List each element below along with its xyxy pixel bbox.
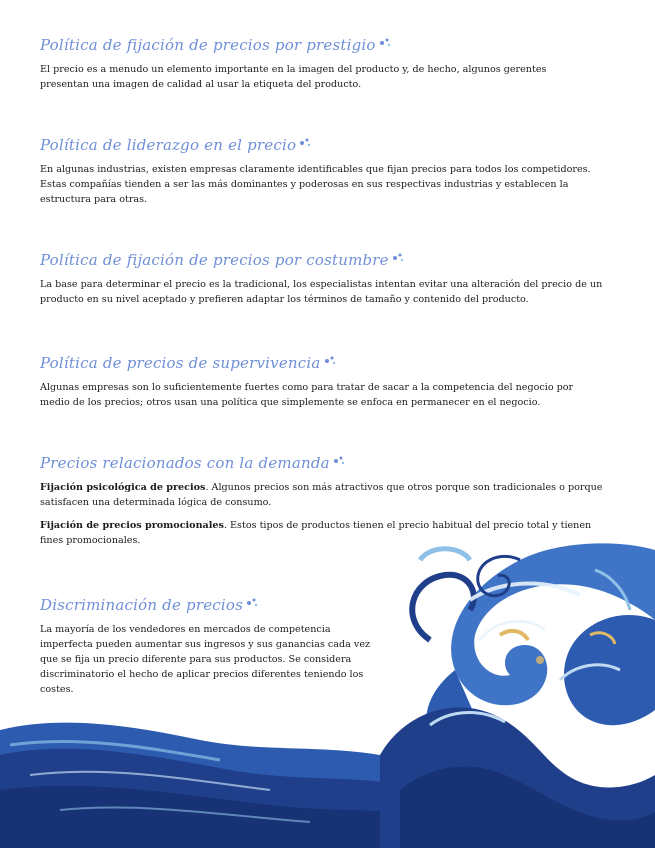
section-paragraph: La mayoría de los vendedores en mercados de competencia imperfecta pueden aumentar sus ingresos y sus ganancias cada vez que se fija un precio diferente para sus productos. Se considera discriminatorio el hecho de aplicar precios diferentes teniendo los costes.: [40, 624, 371, 695]
section-paragraph: El precio es a menudo un elemento importante en la imagen del producto y, de hecho, algunos gerentes presentan una imagen de calidad al usar la etiqueta del producto.: [40, 64, 547, 90]
water-drops-icon: [378, 36, 392, 48]
term-description: . Algunos precios son más atractivos que otros porque son tradicionales o porque satisfacen una determinada lógica de consumo.: [40, 482, 603, 508]
term-label: Fijación de precios promocionales: [40, 520, 224, 531]
water-drops-icon: [298, 136, 312, 148]
section-price-leadership: [40, 136, 620, 207]
term-label: Fijación psicológica de precios: [40, 482, 206, 493]
section-heading: Precios relacionados con la demanda: [40, 454, 620, 472]
section-paragraph: Algunas empresas son lo suficientemente fuertes como para tratar de sacar a la competencia del negocio por medio de los precios; otros usan una política que simplemente se enfoca en permanecer en el negocio.: [40, 382, 574, 408]
water-drops-icon: [332, 454, 346, 466]
section-survival-pricing: [40, 354, 620, 410]
water-drops-icon: [391, 251, 405, 263]
section-customary-pricing: [40, 251, 620, 307]
section-heading: Política de precios de supervivencia: [40, 354, 620, 372]
water-drops-icon: [323, 354, 337, 366]
watercolor-wave-illustration: [0, 540, 655, 848]
term-description: . Estos tipos de productos tienen el precio habitual del precio total y tienen fines promocionales.: [40, 520, 592, 546]
section-paragraph: La base para determinar el precio es la tradicional, los especialistas intentan evitar una alteración del precio de un producto en su nivel aceptado y prefieren adaptar los términos de tamaño y contenido del producto.: [40, 279, 603, 305]
section-heading: Política de liderazgo en el precio: [40, 136, 620, 154]
section-heading: Política de fijación de precios por costumbre: [40, 251, 620, 269]
section-prestige-pricing: [40, 36, 620, 92]
list-item: [40, 480, 620, 510]
section-heading: Política de fijación de precios por prestigio: [40, 36, 620, 54]
section-paragraph: En algunas industrias, existen empresas claramente identificables que fijan precios para todos los competidores. Estas compañías tienden a ser las más dominantes y poderosas en sus respectivas industrias y establecen la estructura para otras.: [40, 164, 591, 205]
section-demand-pricing: [40, 454, 620, 548]
section-heading: Discriminación de precios: [40, 596, 385, 614]
